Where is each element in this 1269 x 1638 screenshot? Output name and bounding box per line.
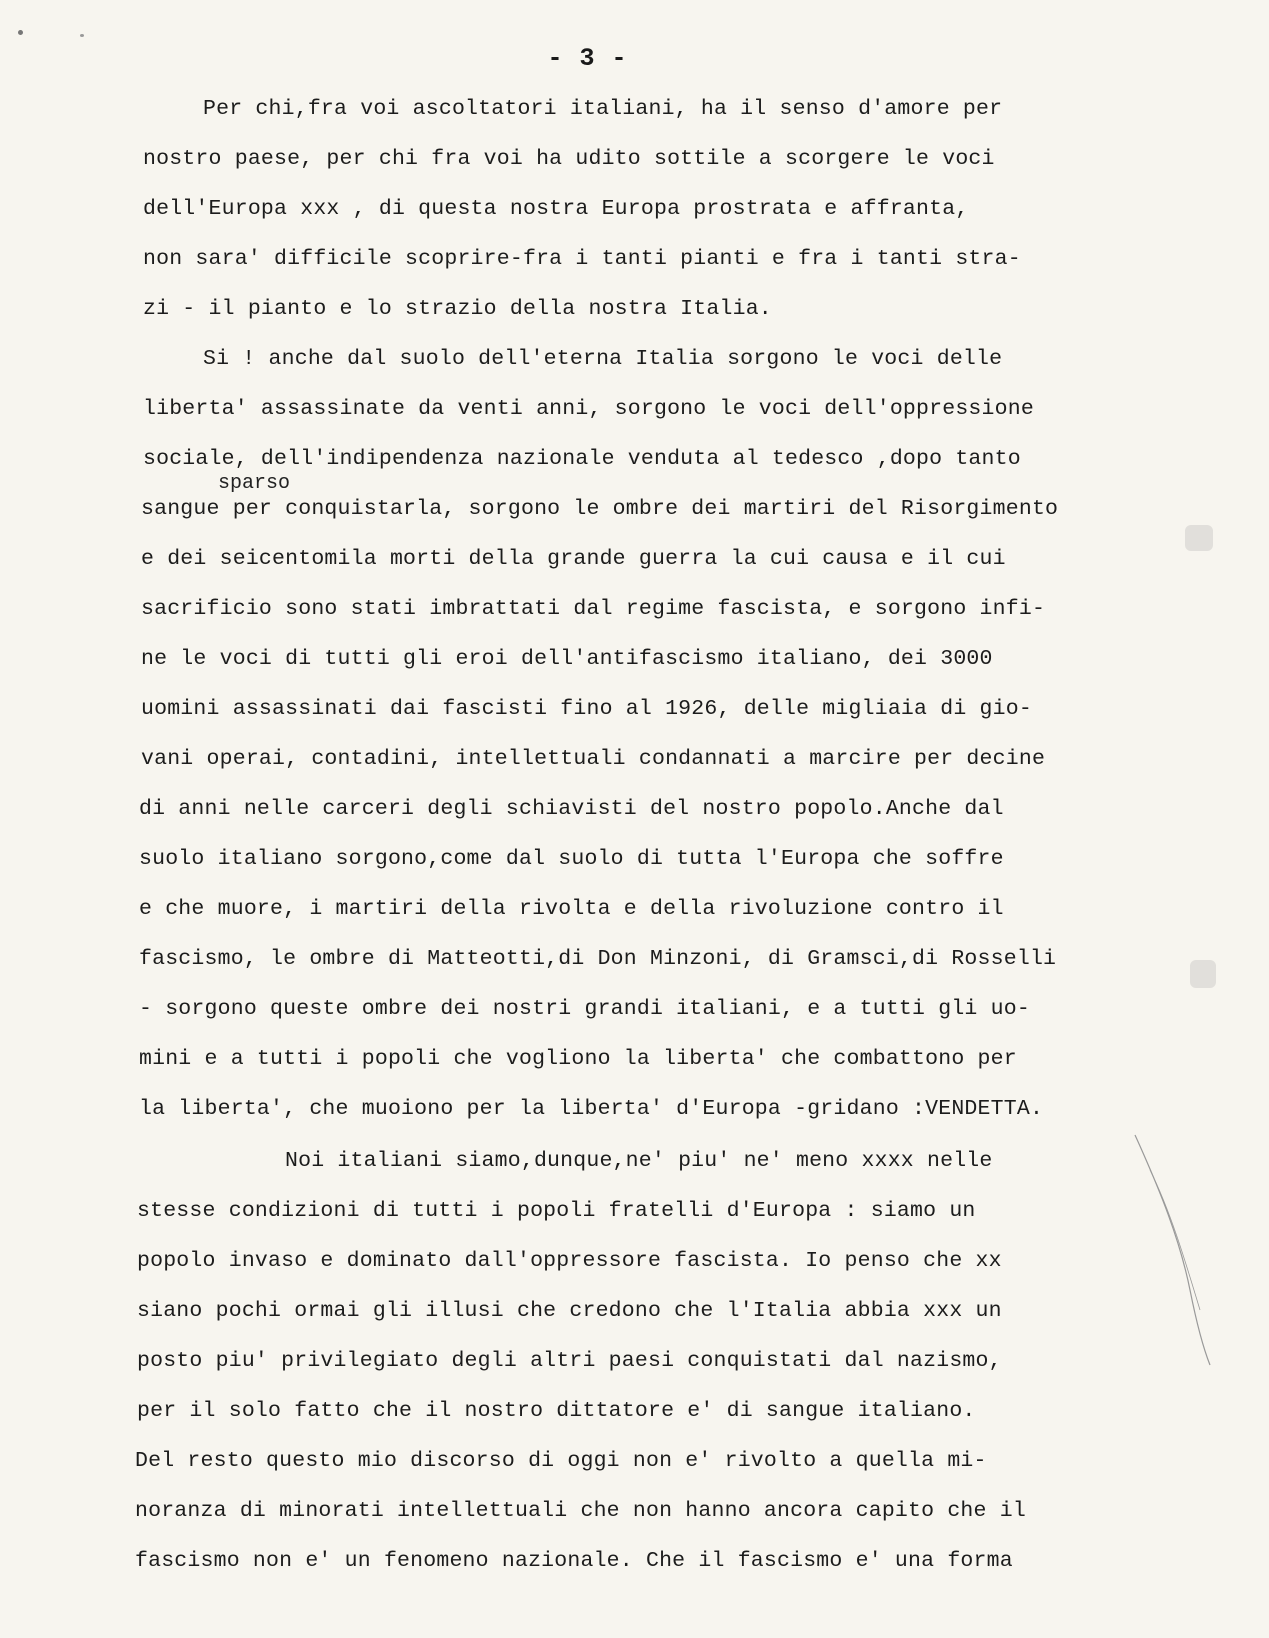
text-line: sociale, dell'indipendenza nazionale venduta al tedesco ,dopo tanto bbox=[143, 447, 1021, 471]
handwritten-insertion: sparso bbox=[218, 472, 291, 495]
text-line: zi - il pianto e lo strazio della nostra Italia. bbox=[143, 297, 772, 321]
text-line: nostro paese, per chi fra voi ha udito sottile a scorgere le voci bbox=[143, 147, 995, 171]
text-line: Per chi,fra voi ascoltatori italiani, ha il senso d'amore per bbox=[203, 97, 1003, 121]
scan-speck bbox=[18, 30, 23, 35]
text-line: stesse condizioni di tutti i popoli fratelli d'Europa : siamo un bbox=[137, 1199, 976, 1223]
text-line: suolo italiano sorgono,come dal suolo di tutta l'Europa che soffre bbox=[139, 847, 1004, 871]
text-line: posto piu' privilegiato degli altri paesi conquistati dal nazismo, bbox=[137, 1349, 1002, 1373]
scan-smudge bbox=[1185, 525, 1213, 551]
text-line: Del resto questo mio discorso di oggi non e' rivolto a quella mi- bbox=[135, 1449, 987, 1473]
text-line: mini e a tutti i popoli che vogliono la liberta' che combattono per bbox=[139, 1047, 1017, 1071]
text-line: non sara' difficile scoprire-fra i tanti pianti e fra i tanti stra- bbox=[143, 247, 1021, 271]
text-line: Noi italiani siamo,dunque,ne' piu' ne' meno xxxx nelle bbox=[285, 1149, 993, 1173]
text-line: sacrificio sono stati imbrattati dal regime fascista, e sorgono infi- bbox=[141, 597, 1046, 621]
text-line: e dei seicentomila morti della grande guerra la cui causa e il cui bbox=[141, 547, 1006, 571]
text-line: fascismo, le ombre di Matteotti,di Don Minzoni, di Gramsci,di Rosselli bbox=[139, 947, 1057, 971]
text-line: ne le voci di tutti gli eroi dell'antifascismo italiano, dei 3000 bbox=[141, 647, 993, 671]
pencil-margin-mark bbox=[1130, 1130, 1220, 1370]
text-line: dell'Europa xxx , di questa nostra Europa prostrata e affranta, bbox=[143, 197, 969, 221]
text-line: siano pochi ormai gli illusi che credono che l'Italia abbia xxx un bbox=[137, 1299, 1002, 1323]
text-line: e che muore, i martiri della rivolta e della rivoluzione contro il bbox=[139, 897, 1004, 921]
page-number: - 3 - bbox=[547, 44, 628, 73]
scan-smudge bbox=[1190, 960, 1216, 988]
text-line: uomini assassinati dai fascisti fino al 1926, delle migliaia di gio- bbox=[141, 697, 1032, 721]
text-line: vani operai, contadini, intellettuali condannati a marcire per decine bbox=[141, 747, 1046, 771]
text-line: liberta' assassinate da venti anni, sorgono le voci dell'oppressione bbox=[143, 397, 1034, 421]
scan-speck bbox=[80, 34, 84, 37]
text-line: la liberta', che muoiono per la liberta' d'Europa -gridano :VENDETTA. bbox=[139, 1097, 1044, 1121]
text-line: fascismo non e' un fenomeno nazionale. Che il fascismo e' una forma bbox=[135, 1549, 1013, 1573]
text-line: noranza di minorati intellettuali che non hanno ancora capito che il bbox=[135, 1499, 1026, 1523]
text-line: di anni nelle carceri degli schiavisti del nostro popolo.Anche dal bbox=[139, 797, 1004, 821]
text-line: per il solo fatto che il nostro dittatore e' di sangue italiano. bbox=[137, 1399, 976, 1423]
text-line: popolo invaso e dominato dall'oppressore fascista. Io penso che xx bbox=[137, 1249, 1002, 1273]
text-line: - sorgono queste ombre dei nostri grandi italiani, e a tutti gli uo- bbox=[139, 997, 1030, 1021]
text-line: sangue per conquistarla, sorgono le ombre dei martiri del Risorgimento bbox=[141, 497, 1059, 521]
text-line: Si ! anche dal suolo dell'eterna Italia sorgono le voci delle bbox=[203, 347, 1003, 371]
